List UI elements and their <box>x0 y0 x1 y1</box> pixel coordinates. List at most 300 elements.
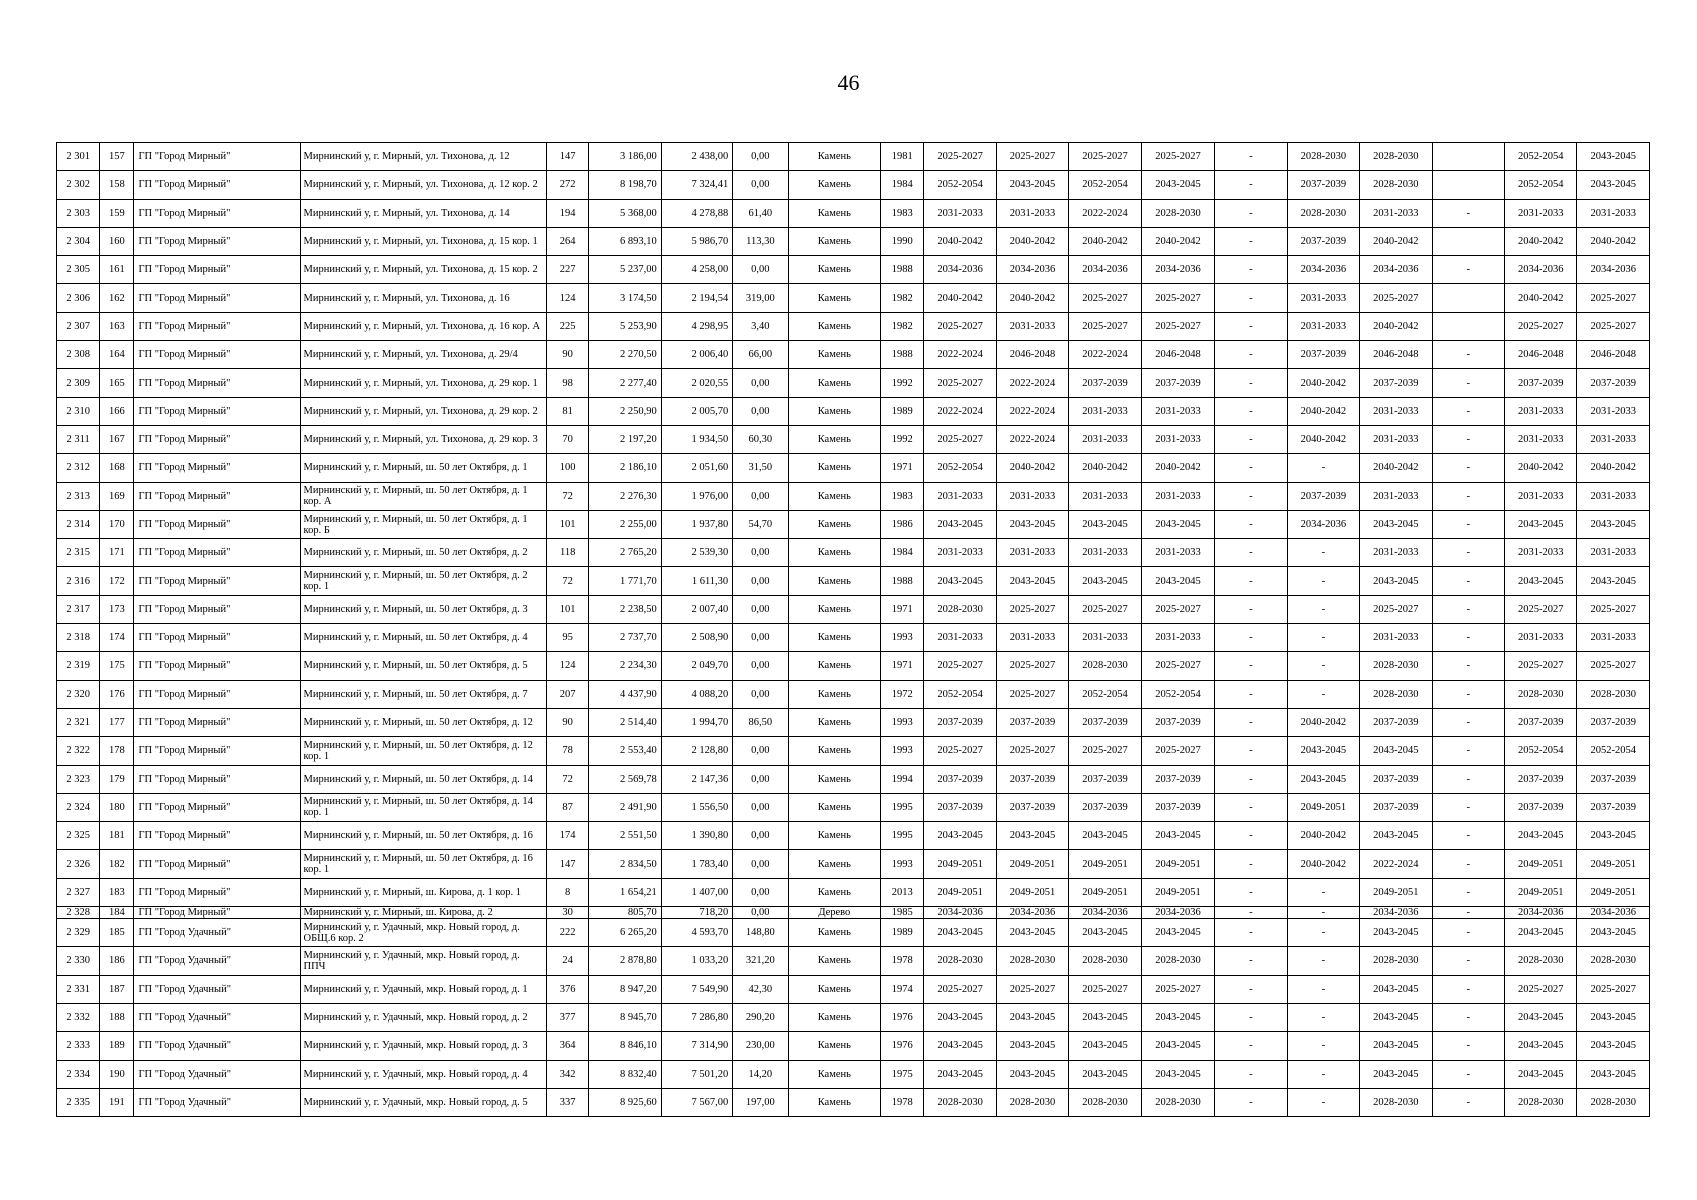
cell-settlement: ГП "Город Мирный" <box>134 539 300 567</box>
cell-period-2: 2043-2045 <box>996 171 1068 199</box>
cell-total-area: 8 925,60 <box>589 1088 661 1116</box>
cell-residents: 101 <box>547 595 589 623</box>
cell-period-10: 2025-2027 <box>1577 284 1650 312</box>
cell-period-10: 2031-2033 <box>1577 624 1650 652</box>
cell-sub-number: 186 <box>100 947 134 975</box>
cell-period-3: 2028-2030 <box>1069 652 1141 680</box>
cell-wall-material: Камень <box>788 227 881 255</box>
cell-wall-material: Камень <box>788 975 881 1003</box>
cell-period-2: 2049-2051 <box>996 850 1068 878</box>
cell-settlement: ГП "Город Мирный" <box>134 567 300 595</box>
cell-period-1: 2031-2033 <box>924 624 996 652</box>
cell-period-9: 2031-2033 <box>1505 397 1577 425</box>
cell-living-area: 1 390,80 <box>661 822 732 850</box>
cell-sub-number: 189 <box>100 1032 134 1060</box>
table-row <box>57 567 1650 595</box>
cell-wall-material: Камень <box>788 312 881 340</box>
cell-nonresidential-area: 0,00 <box>733 171 788 199</box>
cell-period-3: 2052-2054 <box>1069 171 1141 199</box>
cell-wall-material: Камень <box>788 850 881 878</box>
table-row <box>57 1032 1650 1060</box>
cell-period-10: 2031-2033 <box>1577 397 1650 425</box>
cell-period-9: 2037-2039 <box>1505 708 1577 736</box>
cell-nonresidential-area: 0,00 <box>733 680 788 708</box>
cell-period-2: 2025-2027 <box>996 975 1068 1003</box>
cell-period-5: - <box>1215 793 1287 821</box>
cell-year-built: 1993 <box>881 850 924 878</box>
cell-wall-material: Камень <box>788 793 881 821</box>
cell-period-2: 2037-2039 <box>996 765 1068 793</box>
cell-period-4: 2049-2051 <box>1141 878 1214 906</box>
cell-year-built: 1995 <box>881 822 924 850</box>
cell-period-8: - <box>1432 624 1504 652</box>
cell-period-10: 2031-2033 <box>1577 539 1650 567</box>
cell-total-area: 2 197,20 <box>589 425 661 453</box>
cell-period-6: 2040-2042 <box>1287 425 1359 453</box>
cell-period-7: 2034-2036 <box>1360 256 1432 284</box>
cell-period-9: 2052-2054 <box>1505 171 1577 199</box>
cell-period-1: 2022-2024 <box>924 397 996 425</box>
cell-period-2: 2043-2045 <box>996 1060 1068 1088</box>
cell-sub-number: 171 <box>100 539 134 567</box>
cell-period-10: 2040-2042 <box>1577 227 1650 255</box>
cell-period-5: - <box>1215 1088 1287 1116</box>
cell-period-4: 2037-2039 <box>1141 369 1214 397</box>
cell-period-1: 2043-2045 <box>924 919 996 947</box>
cell-total-area: 2 765,20 <box>589 539 661 567</box>
cell-period-8: - <box>1432 822 1504 850</box>
cell-period-8: - <box>1432 708 1504 736</box>
cell-settlement: ГП "Город Мирный" <box>134 143 300 171</box>
cell-period-2: 2022-2024 <box>996 397 1068 425</box>
cell-period-1: 2049-2051 <box>924 878 996 906</box>
cell-period-10: 2043-2045 <box>1577 1060 1650 1088</box>
cell-row-number: 2 316 <box>57 567 100 595</box>
cell-period-6: - <box>1287 652 1359 680</box>
cell-period-5: - <box>1215 1003 1287 1031</box>
cell-period-8: - <box>1432 341 1504 369</box>
cell-period-2: 2022-2024 <box>996 369 1068 397</box>
cell-nonresidential-area: 0,00 <box>733 907 788 919</box>
table-row <box>57 822 1650 850</box>
cell-period-8 <box>1432 312 1504 340</box>
cell-settlement: ГП "Город Удачный" <box>134 975 300 1003</box>
cell-address: Мирнинский у, г. Мирный, ул. Тихонова, д. 16 <box>300 284 547 312</box>
cell-residents: 147 <box>547 143 589 171</box>
table-row <box>57 595 1650 623</box>
cell-sub-number: 162 <box>100 284 134 312</box>
cell-residents: 30 <box>547 907 589 919</box>
cell-period-9: 2031-2033 <box>1505 539 1577 567</box>
cell-period-4: 2034-2036 <box>1141 907 1214 919</box>
cell-period-7: 2043-2045 <box>1360 1060 1432 1088</box>
cell-sub-number: 173 <box>100 595 134 623</box>
cell-residents: 98 <box>547 369 589 397</box>
cell-living-area: 2 007,40 <box>661 595 732 623</box>
cell-sub-number: 163 <box>100 312 134 340</box>
cell-period-8: - <box>1432 369 1504 397</box>
cell-period-9: 2037-2039 <box>1505 793 1577 821</box>
cell-settlement: ГП "Город Мирный" <box>134 482 300 510</box>
cell-period-10: 2043-2045 <box>1577 1032 1650 1060</box>
cell-nonresidential-area: 0,00 <box>733 652 788 680</box>
cell-period-9: 2037-2039 <box>1505 765 1577 793</box>
cell-period-7: 2025-2027 <box>1360 284 1432 312</box>
cell-period-9: 2025-2027 <box>1505 595 1577 623</box>
cell-wall-material: Камень <box>788 171 881 199</box>
cell-period-4: 2043-2045 <box>1141 567 1214 595</box>
cell-period-9: 2040-2042 <box>1505 454 1577 482</box>
cell-period-10: 2031-2033 <box>1577 482 1650 510</box>
cell-residents: 342 <box>547 1060 589 1088</box>
cell-period-2: 2031-2033 <box>996 312 1068 340</box>
cell-period-6: - <box>1287 567 1359 595</box>
cell-nonresidential-area: 0,00 <box>733 765 788 793</box>
cell-row-number: 2 319 <box>57 652 100 680</box>
cell-residents: 90 <box>547 708 589 736</box>
cell-total-area: 3 174,50 <box>589 284 661 312</box>
cell-period-2: 2043-2045 <box>996 510 1068 538</box>
cell-living-area: 4 278,88 <box>661 199 732 227</box>
cell-sub-number: 174 <box>100 624 134 652</box>
cell-row-number: 2 311 <box>57 425 100 453</box>
cell-residents: 87 <box>547 793 589 821</box>
cell-address: Мирнинский у, г. Мирный, ш. 50 лет Октября, д. 3 <box>300 595 547 623</box>
cell-nonresidential-area: 42,30 <box>733 975 788 1003</box>
cell-period-1: 2043-2045 <box>924 1003 996 1031</box>
cell-wall-material: Камень <box>788 878 881 906</box>
cell-period-8: - <box>1432 907 1504 919</box>
cell-sub-number: 160 <box>100 227 134 255</box>
cell-period-6: - <box>1287 680 1359 708</box>
cell-living-area: 1 976,00 <box>661 482 732 510</box>
cell-nonresidential-area: 0,00 <box>733 822 788 850</box>
cell-settlement: ГП "Город Мирный" <box>134 171 300 199</box>
cell-year-built: 1972 <box>881 680 924 708</box>
cell-period-10: 2037-2039 <box>1577 708 1650 736</box>
cell-period-10: 2031-2033 <box>1577 199 1650 227</box>
cell-address: Мирнинский у, г. Мирный, ул. Тихонова, д. 29 кор. 2 <box>300 397 547 425</box>
cell-period-10: 2028-2030 <box>1577 680 1650 708</box>
cell-period-3: 2043-2045 <box>1069 1003 1141 1031</box>
cell-period-10: 2034-2036 <box>1577 256 1650 284</box>
cell-period-2: 2025-2027 <box>996 143 1068 171</box>
table-row <box>57 680 1650 708</box>
table-row <box>57 1003 1650 1031</box>
cell-period-5: - <box>1215 199 1287 227</box>
cell-period-4: 2031-2033 <box>1141 425 1214 453</box>
cell-period-1: 2052-2054 <box>924 680 996 708</box>
cell-period-6: 2034-2036 <box>1287 256 1359 284</box>
cell-wall-material: Камень <box>788 425 881 453</box>
cell-period-4: 2043-2045 <box>1141 822 1214 850</box>
cell-sub-number: 169 <box>100 482 134 510</box>
cell-row-number: 2 332 <box>57 1003 100 1031</box>
cell-residents: 377 <box>547 1003 589 1031</box>
cell-period-2: 2046-2048 <box>996 341 1068 369</box>
cell-period-1: 2028-2030 <box>924 947 996 975</box>
cell-settlement: ГП "Город Мирный" <box>134 369 300 397</box>
cell-address: Мирнинский у, г. Мирный, ш. 50 лет Октября, д. 16 кор. 1 <box>300 850 547 878</box>
cell-address: Мирнинский у, г. Мирный, ул. Тихонова, д. 29 кор. 3 <box>300 425 547 453</box>
cell-period-1: 2025-2027 <box>924 652 996 680</box>
cell-settlement: ГП "Город Мирный" <box>134 256 300 284</box>
cell-period-2: 2025-2027 <box>996 652 1068 680</box>
cell-nonresidential-area: 0,00 <box>733 539 788 567</box>
cell-year-built: 1984 <box>881 539 924 567</box>
cell-sub-number: 164 <box>100 341 134 369</box>
cell-period-1: 2052-2054 <box>924 171 996 199</box>
cell-address: Мирнинский у, г. Удачный, мкр. Новый город, д. ОБЩ.6 кор. 2 <box>300 919 547 947</box>
cell-row-number: 2 313 <box>57 482 100 510</box>
cell-period-2: 2040-2042 <box>996 284 1068 312</box>
cell-period-7: 2037-2039 <box>1360 765 1432 793</box>
cell-period-9: 2043-2045 <box>1505 1032 1577 1060</box>
table-row <box>57 312 1650 340</box>
cell-living-area: 4 088,20 <box>661 680 732 708</box>
cell-period-6: - <box>1287 1060 1359 1088</box>
cell-period-9: 2025-2027 <box>1505 975 1577 1003</box>
cell-period-5: - <box>1215 624 1287 652</box>
cell-row-number: 2 334 <box>57 1060 100 1088</box>
cell-period-5: - <box>1215 907 1287 919</box>
cell-period-6: - <box>1287 947 1359 975</box>
cell-sub-number: 179 <box>100 765 134 793</box>
cell-living-area: 1 937,80 <box>661 510 732 538</box>
cell-residents: 81 <box>547 397 589 425</box>
cell-period-9: 2031-2033 <box>1505 624 1577 652</box>
cell-wall-material: Камень <box>788 595 881 623</box>
cell-total-area: 2 491,90 <box>589 793 661 821</box>
cell-period-10: 2040-2042 <box>1577 454 1650 482</box>
cell-nonresidential-area: 31,50 <box>733 454 788 482</box>
table-row <box>57 907 1650 919</box>
cell-year-built: 1992 <box>881 369 924 397</box>
cell-period-6: 2031-2033 <box>1287 312 1359 340</box>
cell-period-9: 2031-2033 <box>1505 482 1577 510</box>
cell-period-3: 2037-2039 <box>1069 793 1141 821</box>
cell-address: Мирнинский у, г. Мирный, ш. 50 лет Октября, д. 12 кор. 1 <box>300 737 547 765</box>
cell-period-5: - <box>1215 284 1287 312</box>
cell-period-1: 2043-2045 <box>924 567 996 595</box>
cell-total-area: 2 276,30 <box>589 482 661 510</box>
cell-period-3: 2049-2051 <box>1069 878 1141 906</box>
cell-period-2: 2031-2033 <box>996 624 1068 652</box>
cell-period-6: - <box>1287 1032 1359 1060</box>
cell-year-built: 1974 <box>881 975 924 1003</box>
cell-address: Мирнинский у, г. Мирный, ул. Тихонова, д. 12 <box>300 143 547 171</box>
cell-period-7: 2043-2045 <box>1360 510 1432 538</box>
cell-period-10: 2025-2027 <box>1577 652 1650 680</box>
cell-living-area: 1 556,50 <box>661 793 732 821</box>
table-row <box>57 919 1650 947</box>
cell-nonresidential-area: 86,50 <box>733 708 788 736</box>
cell-row-number: 2 301 <box>57 143 100 171</box>
cell-period-1: 2031-2033 <box>924 199 996 227</box>
cell-period-5: - <box>1215 567 1287 595</box>
cell-period-1: 2052-2054 <box>924 454 996 482</box>
cell-nonresidential-area: 0,00 <box>733 482 788 510</box>
cell-row-number: 2 317 <box>57 595 100 623</box>
cell-period-5: - <box>1215 312 1287 340</box>
cell-period-5: - <box>1215 143 1287 171</box>
housing-register-table <box>56 142 1650 1117</box>
cell-period-7: 2037-2039 <box>1360 369 1432 397</box>
cell-period-6: 2034-2036 <box>1287 510 1359 538</box>
cell-wall-material: Камень <box>788 143 881 171</box>
cell-nonresidential-area: 14,20 <box>733 1060 788 1088</box>
cell-period-7: 2043-2045 <box>1360 975 1432 1003</box>
cell-period-4: 2043-2045 <box>1141 919 1214 947</box>
cell-sub-number: 161 <box>100 256 134 284</box>
cell-residents: 70 <box>547 425 589 453</box>
cell-period-4: 2043-2045 <box>1141 510 1214 538</box>
cell-period-9: 2040-2042 <box>1505 284 1577 312</box>
cell-period-6: - <box>1287 1088 1359 1116</box>
cell-residents: 124 <box>547 284 589 312</box>
cell-period-10: 2037-2039 <box>1577 369 1650 397</box>
cell-period-8: - <box>1432 975 1504 1003</box>
cell-period-10: 2046-2048 <box>1577 341 1650 369</box>
cell-total-area: 1 771,70 <box>589 567 661 595</box>
cell-settlement: ГП "Город Мирный" <box>134 397 300 425</box>
cell-period-3: 2040-2042 <box>1069 454 1141 482</box>
cell-period-7: 2034-2036 <box>1360 907 1432 919</box>
cell-total-area: 1 654,21 <box>589 878 661 906</box>
cell-nonresidential-area: 290,20 <box>733 1003 788 1031</box>
cell-total-area: 2 551,50 <box>589 822 661 850</box>
cell-address: Мирнинский у, г. Удачный, мкр. Новый город, д. 1 <box>300 975 547 1003</box>
cell-year-built: 1976 <box>881 1032 924 1060</box>
cell-total-area: 6 265,20 <box>589 919 661 947</box>
cell-row-number: 2 329 <box>57 919 100 947</box>
cell-period-4: 2043-2045 <box>1141 1060 1214 1088</box>
cell-period-7: 2028-2030 <box>1360 652 1432 680</box>
cell-period-8: - <box>1432 793 1504 821</box>
cell-period-4: 2046-2048 <box>1141 341 1214 369</box>
cell-nonresidential-area: 61,40 <box>733 199 788 227</box>
cell-total-area: 5 368,00 <box>589 199 661 227</box>
cell-settlement: ГП "Город Удачный" <box>134 947 300 975</box>
cell-period-2: 2034-2036 <box>996 907 1068 919</box>
cell-period-10: 2025-2027 <box>1577 975 1650 1003</box>
cell-period-8: - <box>1432 510 1504 538</box>
cell-row-number: 2 331 <box>57 975 100 1003</box>
cell-period-5: - <box>1215 975 1287 1003</box>
cell-living-area: 7 567,00 <box>661 1088 732 1116</box>
cell-residents: 147 <box>547 850 589 878</box>
cell-period-3: 2031-2033 <box>1069 539 1141 567</box>
cell-living-area: 2 194,54 <box>661 284 732 312</box>
cell-period-1: 2025-2027 <box>924 143 996 171</box>
cell-row-number: 2 327 <box>57 878 100 906</box>
page-number: 46 <box>837 70 860 95</box>
cell-year-built: 1978 <box>881 947 924 975</box>
cell-period-3: 2022-2024 <box>1069 199 1141 227</box>
cell-residents: 101 <box>547 510 589 538</box>
cell-living-area: 5 986,70 <box>661 227 732 255</box>
cell-period-6: 2040-2042 <box>1287 850 1359 878</box>
cell-row-number: 2 330 <box>57 947 100 975</box>
cell-address: Мирнинский у, г. Мирный, ул. Тихонова, д. 16 кор. А <box>300 312 547 340</box>
cell-period-5: - <box>1215 510 1287 538</box>
cell-address: Мирнинский у, г. Мирный, ш. 50 лет Октября, д. 7 <box>300 680 547 708</box>
table-row <box>57 624 1650 652</box>
cell-total-area: 8 945,70 <box>589 1003 661 1031</box>
cell-living-area: 1 611,30 <box>661 567 732 595</box>
cell-period-9: 2034-2036 <box>1505 256 1577 284</box>
cell-total-area: 2 737,70 <box>589 624 661 652</box>
cell-year-built: 1984 <box>881 171 924 199</box>
cell-period-3: 2040-2042 <box>1069 227 1141 255</box>
cell-settlement: ГП "Город Удачный" <box>134 1060 300 1088</box>
cell-period-6: 2040-2042 <box>1287 822 1359 850</box>
cell-period-9: 2034-2036 <box>1505 907 1577 919</box>
cell-year-built: 1981 <box>881 143 924 171</box>
cell-wall-material: Камень <box>788 919 881 947</box>
cell-period-3: 2037-2039 <box>1069 369 1141 397</box>
cell-period-5: - <box>1215 850 1287 878</box>
cell-period-7: 2049-2051 <box>1360 878 1432 906</box>
cell-settlement: ГП "Город Удачный" <box>134 1032 300 1060</box>
cell-wall-material: Камень <box>788 397 881 425</box>
cell-wall-material: Камень <box>788 822 881 850</box>
cell-period-2: 2049-2051 <box>996 878 1068 906</box>
cell-living-area: 2 539,30 <box>661 539 732 567</box>
cell-year-built: 2013 <box>881 878 924 906</box>
cell-year-built: 1990 <box>881 227 924 255</box>
cell-settlement: ГП "Город Удачный" <box>134 1003 300 1031</box>
cell-period-8: - <box>1432 1060 1504 1088</box>
cell-period-2: 2043-2045 <box>996 1032 1068 1060</box>
cell-nonresidential-area: 321,20 <box>733 947 788 975</box>
cell-settlement: ГП "Город Мирный" <box>134 793 300 821</box>
cell-period-7: 2031-2033 <box>1360 397 1432 425</box>
cell-residents: 72 <box>547 482 589 510</box>
cell-year-built: 1971 <box>881 595 924 623</box>
cell-period-4: 2040-2042 <box>1141 454 1214 482</box>
cell-total-area: 8 832,40 <box>589 1060 661 1088</box>
cell-period-5: - <box>1215 822 1287 850</box>
cell-wall-material: Камень <box>788 284 881 312</box>
cell-wall-material: Камень <box>788 947 881 975</box>
cell-sub-number: 188 <box>100 1003 134 1031</box>
cell-wall-material: Камень <box>788 680 881 708</box>
cell-sub-number: 172 <box>100 567 134 595</box>
cell-wall-material: Камень <box>788 737 881 765</box>
cell-period-5: - <box>1215 1032 1287 1060</box>
table-row <box>57 284 1650 312</box>
cell-period-5: - <box>1215 397 1287 425</box>
cell-nonresidential-area: 0,00 <box>733 397 788 425</box>
cell-nonresidential-area: 54,70 <box>733 510 788 538</box>
cell-settlement: ГП "Город Удачный" <box>134 1088 300 1116</box>
cell-row-number: 2 335 <box>57 1088 100 1116</box>
cell-period-3: 2031-2033 <box>1069 624 1141 652</box>
cell-period-2: 2025-2027 <box>996 680 1068 708</box>
cell-period-8: - <box>1432 397 1504 425</box>
cell-period-5: - <box>1215 227 1287 255</box>
cell-period-5: - <box>1215 919 1287 947</box>
cell-year-built: 1995 <box>881 793 924 821</box>
cell-total-area: 3 186,00 <box>589 143 661 171</box>
cell-residents: 194 <box>547 199 589 227</box>
cell-period-6: 2028-2030 <box>1287 199 1359 227</box>
cell-period-10: 2049-2051 <box>1577 850 1650 878</box>
cell-year-built: 1989 <box>881 397 924 425</box>
cell-period-2: 2043-2045 <box>996 567 1068 595</box>
table-row <box>57 708 1650 736</box>
